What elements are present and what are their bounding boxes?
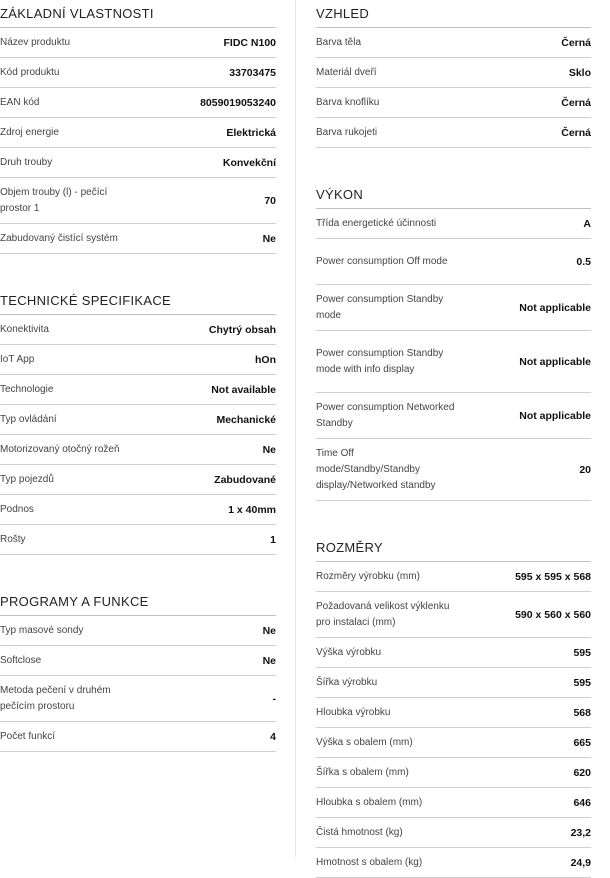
spec-label: Čistá hmotnost (kg)	[316, 826, 403, 838]
spec-label: Požadovaná velikost výklenku pro instalaci (mm)	[316, 600, 450, 628]
spec-label: Typ pojezdů	[0, 473, 54, 485]
spec-label: Rozměry výrobku (mm)	[316, 570, 420, 582]
spec-row	[316, 58, 591, 88]
spec-label: Šířka výrobku	[316, 676, 378, 688]
spec-value: 1	[270, 533, 276, 546]
spec-label: Název produktu	[0, 36, 71, 48]
spec-label: Počet funkcí	[0, 730, 56, 742]
spec-value: 1 x 40mm	[228, 503, 276, 516]
spec-row	[0, 435, 276, 465]
spec-row	[0, 375, 276, 405]
spec-row	[316, 393, 591, 439]
spec-label: Zdroj energie	[0, 126, 59, 138]
spec-value: 590 x 560 x 560	[515, 608, 591, 621]
spec-value: Ne	[262, 443, 276, 456]
spec-value: 568	[573, 706, 591, 719]
spec-label: Šířka s obalem (mm)	[316, 766, 409, 778]
spec-value: 70	[264, 194, 276, 207]
spec-row	[0, 616, 276, 646]
spec-value: 33703475	[229, 66, 276, 79]
spec-label: IoT App	[0, 353, 35, 365]
spec-value: -	[272, 692, 276, 705]
spec-value: Ne	[262, 654, 276, 667]
spec-row	[0, 28, 276, 58]
spec-label: Barva těla	[316, 36, 362, 48]
section-title: TECHNICKÉ SPECIFIKACE	[0, 287, 276, 315]
spec-value: 4	[270, 730, 276, 743]
spec-value: Konvekční	[222, 156, 276, 169]
spec-value: 595	[573, 676, 591, 689]
spec-value: Černá	[561, 126, 591, 139]
spec-label: Power consumption Networked Standby	[316, 401, 455, 429]
spec-row	[0, 88, 276, 118]
section-dimensions	[316, 534, 591, 878]
spec-row	[316, 239, 591, 285]
spec-label: EAN kód	[0, 96, 40, 108]
section-title: VÝKON	[316, 181, 591, 209]
spec-row	[316, 562, 591, 592]
spec-value: 620	[573, 766, 591, 779]
spec-row	[316, 818, 591, 848]
spec-value: 8059019053240	[200, 96, 276, 109]
spec-label: Metoda pečení v druhém pečícím prostoru	[0, 684, 111, 712]
section-appearance	[316, 0, 591, 148]
spec-row	[0, 525, 276, 555]
spec-value: 23,2	[570, 826, 591, 839]
spec-label: Typ masové sondy	[0, 624, 84, 636]
spec-row	[0, 178, 276, 224]
spec-value: Not applicable	[519, 301, 591, 314]
spec-value: 646	[573, 796, 591, 809]
spec-row	[0, 58, 276, 88]
spec-label: Time Off mode/Standby/Standby display/Networked standby	[316, 447, 436, 491]
section-title: ROZMĚRY	[316, 534, 591, 562]
spec-row	[0, 405, 276, 435]
spec-row	[316, 848, 591, 878]
spec-label: Power consumption Standby mode	[316, 293, 444, 321]
spec-label: Technologie	[0, 383, 54, 395]
spec-row	[316, 285, 591, 331]
spec-value: hOn	[255, 353, 276, 366]
section-title: VZHLED	[316, 0, 591, 28]
right-column	[316, 0, 591, 878]
spec-value: Černá	[561, 96, 591, 109]
spec-label: Hloubka výrobku	[316, 706, 391, 718]
spec-value: Elektrická	[226, 126, 276, 139]
spec-label: Konektivita	[0, 323, 49, 335]
section-title: PROGRAMY A FUNKCE	[0, 588, 276, 616]
spec-value: 24,9	[570, 856, 591, 869]
section-technical-specs	[0, 287, 276, 555]
spec-label: Výška s obalem (mm)	[316, 736, 413, 748]
section-basic-properties	[0, 0, 276, 254]
column-divider	[295, 0, 296, 857]
spec-label: Softclose	[0, 654, 42, 666]
spec-label: Power consumption Off mode	[316, 255, 448, 267]
spec-value: Ne	[262, 624, 276, 637]
spec-row	[0, 315, 276, 345]
spec-label: Hmotnost s obalem (kg)	[316, 856, 423, 868]
spec-value: Not available	[211, 383, 276, 396]
spec-label: Výška výrobku	[316, 646, 382, 658]
spec-label: Barva knoflíku	[316, 96, 380, 108]
spec-row	[0, 676, 276, 722]
spec-label: Zabudovaný čistící systém	[0, 232, 118, 244]
spec-value: 665	[573, 736, 591, 749]
spec-row	[316, 788, 591, 818]
spec-value: Sklo	[568, 66, 591, 79]
spec-row	[316, 728, 591, 758]
spec-value: 20	[579, 463, 591, 476]
spec-row	[0, 148, 276, 178]
section-performance	[316, 181, 591, 501]
spec-label: Typ ovládání	[0, 413, 57, 425]
spec-value: FIDC N100	[223, 36, 276, 49]
section-programs-functions	[0, 588, 276, 752]
spec-row	[0, 118, 276, 148]
spec-label: Rošty	[0, 533, 26, 545]
section-title: ZÁKLADNÍ VLASTNOSTI	[0, 0, 276, 28]
spec-label: Barva rukojeti	[316, 126, 378, 138]
spec-value: Chytrý obsah	[208, 323, 276, 336]
spec-row	[316, 118, 591, 148]
spec-label: Druh trouby	[0, 156, 53, 168]
spec-row	[0, 465, 276, 495]
spec-row	[316, 668, 591, 698]
spec-row	[0, 345, 276, 375]
spec-label: Motorizovaný otočný rožeň	[0, 443, 120, 455]
spec-label: Materiál dveří	[316, 66, 377, 78]
spec-label: Podnos	[0, 503, 34, 515]
spec-row	[0, 722, 276, 752]
spec-row	[316, 592, 591, 638]
spec-row	[316, 758, 591, 788]
spec-row	[316, 88, 591, 118]
spec-value: Ne	[262, 232, 276, 245]
spec-value: Zabudované	[214, 473, 276, 486]
spec-row	[316, 439, 591, 501]
spec-value: Not applicable	[519, 355, 591, 368]
spec-label: Power consumption Standby mode with info display	[316, 347, 444, 375]
spec-row	[0, 646, 276, 676]
spec-row	[316, 698, 591, 728]
spec-value: Mechanické	[216, 413, 276, 426]
left-column	[0, 0, 276, 752]
spec-label: Kód produktu	[0, 66, 60, 78]
spec-label: Hloubka s obalem (mm)	[316, 796, 423, 808]
spec-row	[316, 331, 591, 393]
spec-value: Černá	[561, 36, 591, 49]
spec-value: 595	[573, 646, 591, 659]
spec-value: 595 x 595 x 568	[515, 570, 591, 583]
spec-row	[316, 209, 591, 239]
spec-row	[316, 28, 591, 58]
spec-value: 0.5	[576, 255, 591, 268]
spec-row	[0, 495, 276, 525]
spec-value: A	[583, 217, 591, 230]
spec-row	[316, 638, 591, 668]
spec-value: Not applicable	[519, 409, 591, 422]
spec-label: Objem trouby (l) - pečící prostor 1	[0, 186, 108, 214]
spec-label: Třída energetické účinnosti	[316, 217, 437, 229]
spec-row	[0, 224, 276, 254]
